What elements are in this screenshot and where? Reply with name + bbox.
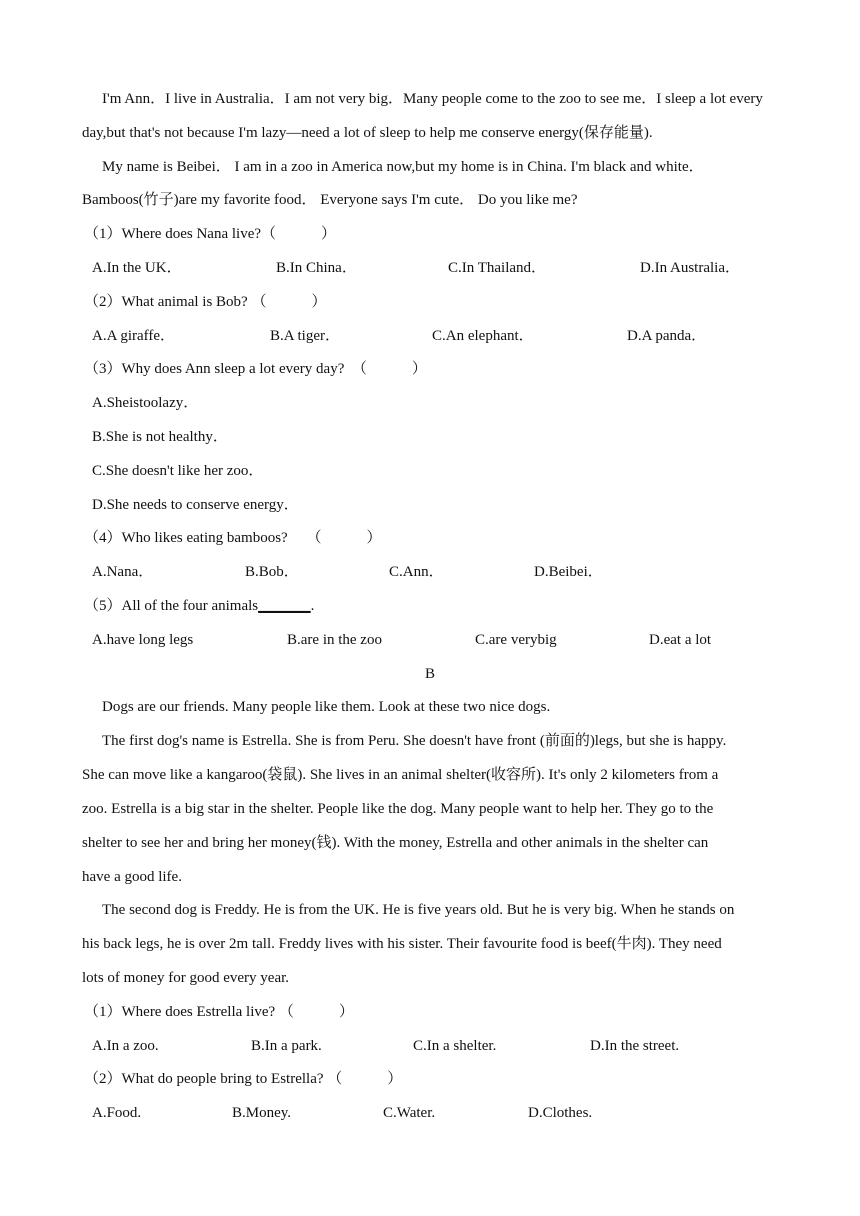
question-a3-option-c: C.She doesn't like her zoo． <box>92 463 264 479</box>
question-a5-stem-end: . <box>310 598 315 614</box>
question-a2-option-a: A.A giraffe． <box>92 328 176 344</box>
question-a1-option-a: A.In the UK． <box>92 260 182 276</box>
section-b-heading: B <box>424 666 435 682</box>
question-b2-option-b: B.Money. <box>232 1105 292 1121</box>
question-a3-option-a: A.Sheistoolazy． <box>92 395 199 411</box>
question-a3-option-b: B.She is not healthy． <box>92 429 228 445</box>
section-b-intro: Dogs are our friends. Many people like them. Look at these two nice dogs. <box>102 699 551 715</box>
ann-paragraph-line-1: I'm Ann．I live in Australia．I am not very big．Many people come to the zoo to see me．I sleep a lot every <box>102 91 763 107</box>
freddy-paragraph-line-2: his back legs, he is over 2m tall. Freddy lives with his sister. Their favourite food is beef(牛肉). They need <box>82 936 722 952</box>
beibei-paragraph-line-1: My name is Beibei． I am in a zoo in America now,but my home is in China. I'm black and white． <box>102 159 704 175</box>
question-a2-option-c: C.An elephant． <box>432 328 534 344</box>
question-a5-stem-text: （5）All of the four animals <box>84 598 259 614</box>
estrella-paragraph-line-3: zoo. Estrella is a big star in the shelter. People like the dog. Many people want to help her. They go to the <box>82 801 714 817</box>
question-b1-option-b: B.In a park. <box>251 1038 322 1054</box>
question-a5-option-c: C.are verybig <box>475 632 557 648</box>
question-a1-option-b: B.In China． <box>276 260 357 276</box>
question-a1-option-d: D.In Australia． <box>640 260 740 276</box>
estrella-paragraph-line-4: shelter to see her and bring her money(钱). With the money, Estrella and other animals in the shelter can <box>82 835 709 851</box>
question-b2-option-c: C.Water. <box>383 1105 436 1121</box>
question-a4-option-d: D.Beibei． <box>534 564 603 580</box>
question-a4-option-a: A.Nana． <box>92 564 154 580</box>
question-a4-option-c: C.Ann． <box>389 564 444 580</box>
question-b1-option-a: A.In a zoo. <box>92 1038 159 1054</box>
estrella-paragraph-line-2: She can move like a kangaroo(袋鼠). She lives in an animal shelter(收容所). It's only 2 kilometers from a <box>82 767 719 783</box>
question-b1-stem: （1）Where does Estrella live? （ ） <box>84 1004 354 1020</box>
estrella-paragraph-line-5: have a good life. <box>82 869 182 885</box>
question-b2-option-a: A.Food. <box>92 1105 142 1121</box>
question-a4-stem: （4）Who likes eating bamboos? （ ） <box>84 530 382 546</box>
freddy-paragraph-line-1: The second dog is Freddy. He is from the UK. He is five years old. But he is very big. When he stands on <box>102 902 735 918</box>
question-a5-stem <box>84 596 314 616</box>
question-a3-option-d: D.She needs to conserve energy． <box>92 497 299 513</box>
question-a4-option-b: B.Bob． <box>245 564 299 580</box>
question-a2-stem: （2）What animal is Bob? （ ） <box>84 294 327 310</box>
question-a5-option-b: B.are in the zoo <box>287 632 382 648</box>
beibei-paragraph-line-2: Bamboos(竹子)are my favorite food． Everyone says I'm cute． Do you like me? <box>82 192 578 208</box>
question-b1-option-c: C.In a shelter. <box>413 1038 497 1054</box>
question-a5-option-d: D.eat a lot <box>649 632 712 648</box>
question-a1-option-c: C.In Thailand． <box>448 260 547 276</box>
question-a5-option-a: A.have long legs <box>92 632 194 648</box>
question-a1-stem: （1）Where does Nana live?（ ） <box>84 226 337 242</box>
question-b2-option-d: D.Clothes. <box>528 1105 593 1121</box>
question-a2-option-b: B.A tiger． <box>270 328 340 344</box>
question-b2-stem: （2）What do people bring to Estrella? （ ） <box>84 1071 403 1087</box>
question-a3-stem: （3）Why does Ann sleep a lot every day? （ ） <box>84 361 427 377</box>
estrella-paragraph-line-1: The first dog's name is Estrella. She is from Peru. She doesn't have front (前面的)legs, but she is happy. <box>102 733 727 749</box>
question-a2-option-d: D.A panda． <box>627 328 707 344</box>
question-a5-answer-blank: _______ <box>258 598 311 614</box>
question-b1-option-d: D.In the street. <box>590 1038 680 1054</box>
freddy-paragraph-line-3: lots of money for good every year. <box>82 970 290 986</box>
ann-paragraph-line-2: day,but that's not because I'm lazy—need a lot of sleep to help me conserve energy(保存能量). <box>82 125 653 141</box>
